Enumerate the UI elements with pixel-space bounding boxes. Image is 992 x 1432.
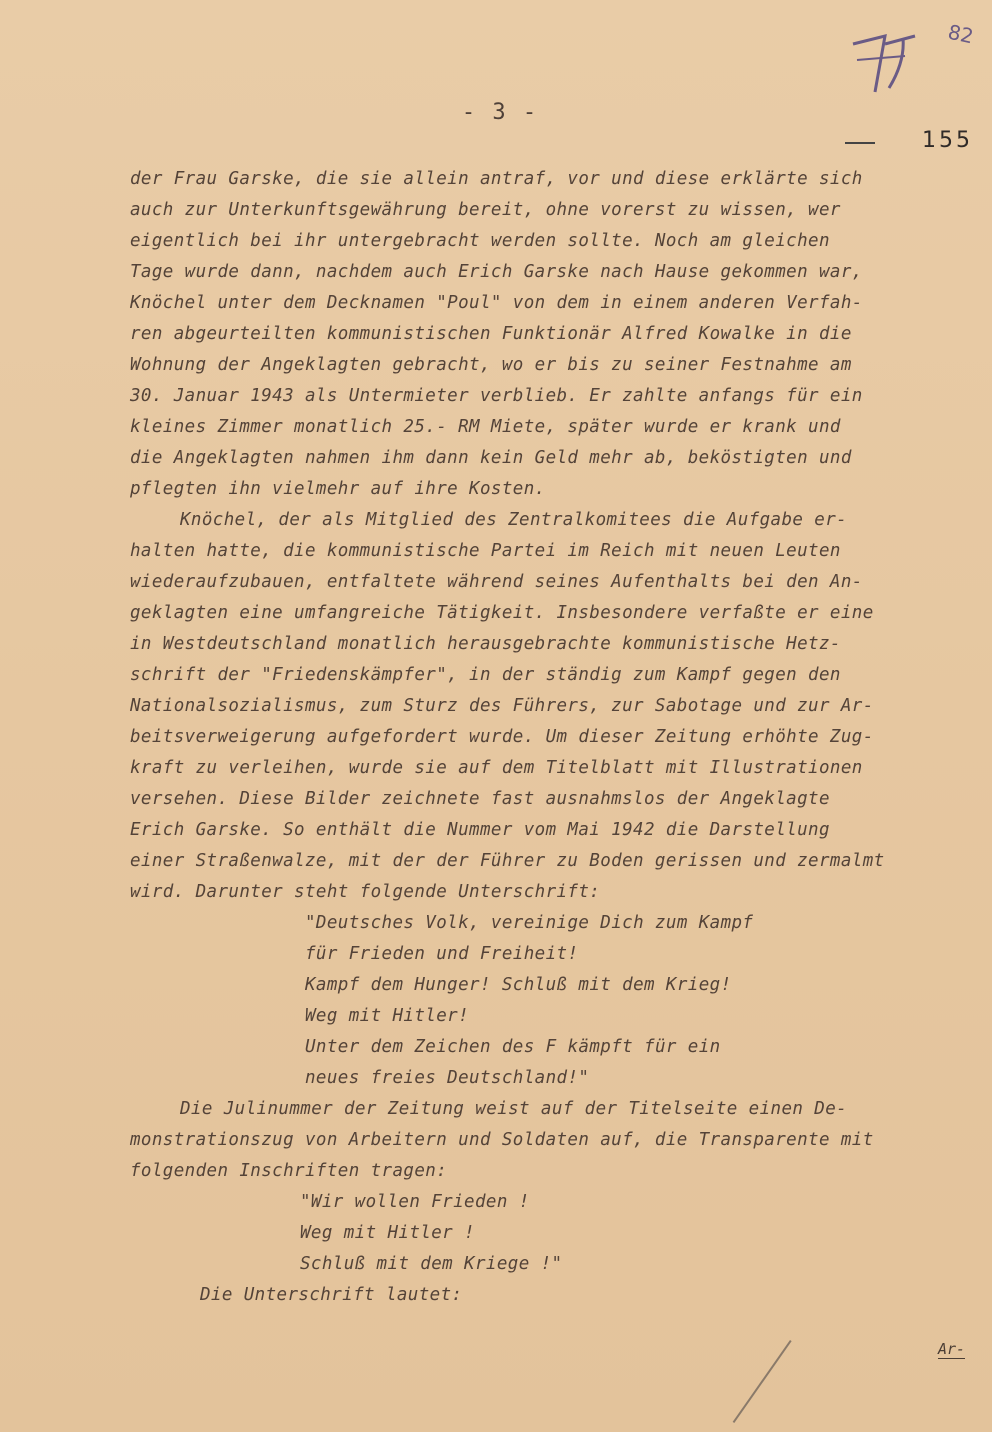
text-line: Die Unterschrift lautet:: [200, 1285, 463, 1305]
text-line: wird. Darunter steht folgende Unterschrift:: [130, 882, 601, 902]
quote-line: "Wir wollen Frieden !: [300, 1192, 530, 1212]
text-line: eigentlich bei ihr untergebracht werden sollte. Noch am gleichen: [130, 231, 830, 251]
text-line: auch zur Unterkunftsgewährung bereit, ohne vorerst zu wissen, wer: [130, 200, 841, 220]
quote-line: "Deutsches Volk, vereinige Dich zum Kampf: [305, 913, 754, 933]
archive-number: 155: [922, 128, 973, 153]
text-line: Erich Garske. So enthält die Nummer vom Mai 1942 die Darstellung: [130, 820, 830, 840]
quote-line: Kampf dem Hunger! Schluß mit dem Krieg!: [305, 975, 732, 995]
text-line: kraft zu verleihen, wurde sie auf dem Titelblatt mit Illustrationen: [130, 758, 863, 778]
quote-line: Weg mit Hitler!: [305, 1006, 470, 1026]
text-line: halten hatte, die kommunistische Partei im Reich mit neuen Leuten: [130, 541, 841, 561]
text-line: in Westdeutschland monatlich herausgebrachte kommunistische Hetz-: [130, 634, 841, 654]
stamp-number: 82: [945, 19, 976, 49]
archive-dash: [845, 142, 875, 144]
text-line: wiederaufzubauen, entfaltete während seines Aufenthalts bei den An-: [130, 572, 863, 592]
text-line: ren abgeurteilten kommunistischen Funktionär Alfred Kowalke in die: [130, 324, 852, 344]
text-line: Wohnung der Angeklagten gebracht, wo er bis zu seiner Festnahme am: [130, 355, 852, 375]
text-line: 30. Januar 1943 als Untermieter verblieb. Er zahlte anfangs für ein: [130, 386, 863, 406]
text-line: einer Straßenwalze, mit der der Führer zu Boden gerissen und zermalmt: [130, 851, 885, 871]
text-line: Knöchel unter dem Decknamen "Poul" von dem in einem anderen Verfah-: [130, 293, 863, 313]
text-line: monstrationszug von Arbeitern und Soldaten auf, die Transparente mit: [130, 1130, 874, 1150]
text-line: versehen. Diese Bilder zeichnete fast ausnahmslos der Angeklagte: [130, 789, 830, 809]
text-line: beitsverweigerung aufgefordert wurde. Um dieser Zeitung erhöhte Zug-: [130, 727, 874, 747]
text-line: folgenden Inschriften tragen:: [130, 1161, 448, 1181]
text-line: kleines Zimmer monatlich 25.- RM Miete, später wurde er krank und: [130, 417, 841, 437]
pencil-mark: [733, 1340, 792, 1423]
text-line: die Angeklagten nahmen ihm dann kein Geld mehr ab, beköstigten und: [130, 448, 852, 468]
text-line: geklagten eine umfangreiche Tätigkeit. Insbesondere verfaßte er eine: [130, 603, 874, 623]
document-body: [130, 164, 980, 1311]
text-line: der Frau Garske, die sie allein antraf, vor und diese erklärte sich: [130, 169, 863, 189]
text-line: schrift der "Friedenskämpfer", in der ständig zum Kampf gegen den: [130, 665, 841, 685]
quote-line: Schluß mit dem Kriege !": [300, 1254, 563, 1274]
quote-line: Weg mit Hitler !: [300, 1223, 475, 1243]
text-line: Nationalsozialismus, zum Sturz des Führers, zur Sabotage und zur Ar-: [130, 696, 874, 716]
text-line: pflegten ihn vielmehr auf ihre Kosten.: [130, 479, 546, 499]
catchword: Ar-: [938, 1340, 966, 1358]
text-line: Knöchel, der als Mitglied des Zentralkomitees die Aufgabe er-: [180, 510, 848, 530]
quote-line: Unter dem Zeichen des F kämpft für ein: [305, 1037, 721, 1057]
page-number: - 3 -: [461, 100, 539, 125]
text-line: Tage wurde dann, nachdem auch Erich Garske nach Hause gekommen war,: [130, 262, 863, 282]
quote-line: neues freies Deutschland!": [305, 1068, 590, 1088]
text-line: Die Julinummer der Zeitung weist auf der Titelseite einen De-: [180, 1099, 848, 1119]
quote-line: für Frieden und Freiheit!: [305, 944, 579, 964]
